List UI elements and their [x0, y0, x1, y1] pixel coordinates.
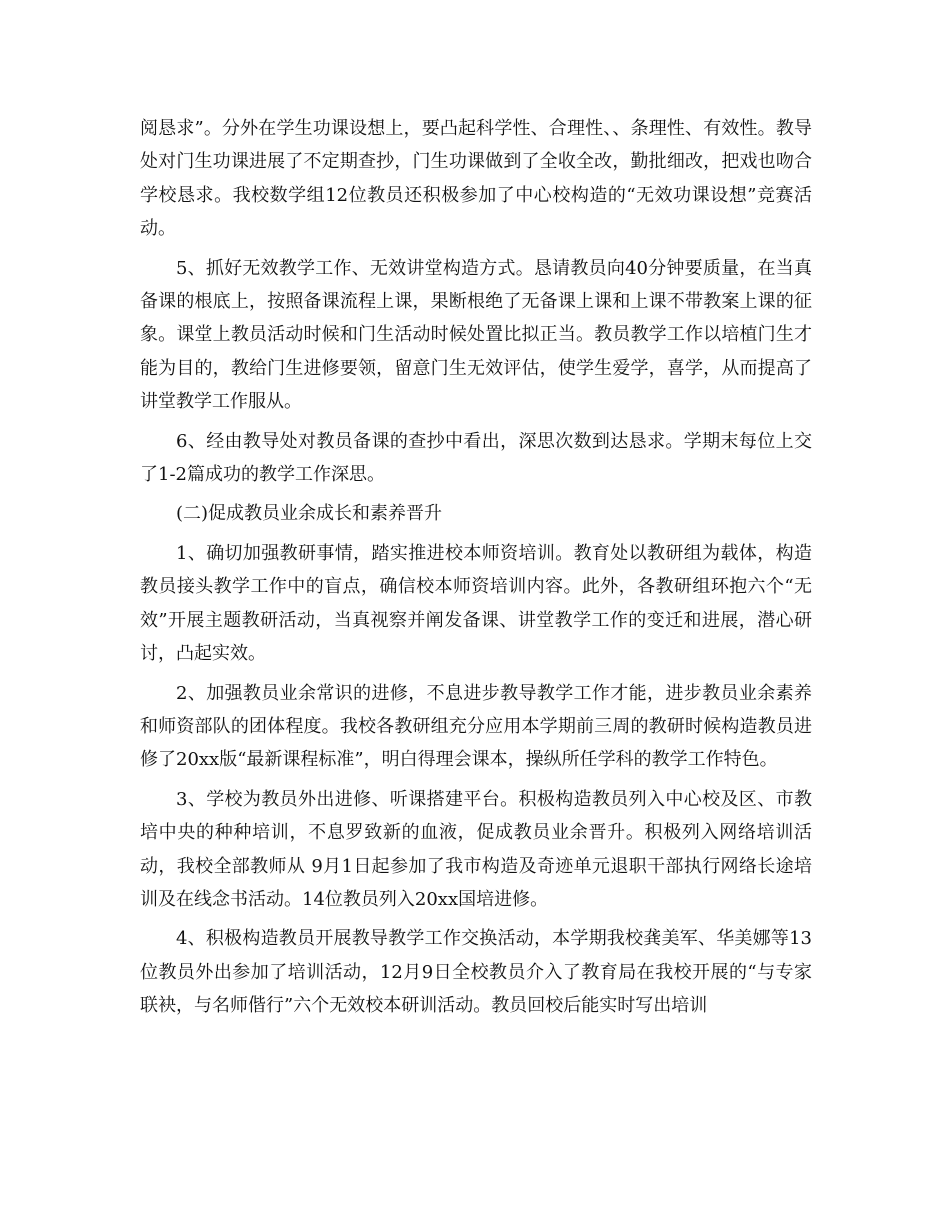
- paragraph-item-1: 1、确切加强教研事情，踏实推进校本师资培训。教育处以教研组为载体，构造教员接头教学工作中的盲点，确信校本师资培训内容。此外，各教研组环抱六个“无效”开展主题教研活动，当真视察并阐发备课、讲堂教学工作的变迁和进展，潜心研讨，凸起实效。: [140, 542, 812, 665]
- document-body: [140, 112, 812, 1029]
- paragraph-item-3: 3、学校为教员外出进修、听课搭建平台。积极构造教员列入中心校及区、市教培中央的种种培训，不息罗致新的血液，促成教员业余晋升。积极列入网络培训活动，我校全部教师从 9月1日起参加了我市构造及奇迹单元退职干部执行网络长途培训及在线念书活动。14位教员列入20xx国培进修。: [140, 788, 812, 910]
- paragraph-item-4: 4、积极构造教员开展教导教学工作交换活动，本学期我校龚美军、华美娜等13位教员外出参加了培训活动，12月9日全校教员介入了教育局在我校开展的“与专家联袂，与名师偕行”六个无效校本研训活动。教员回校后能实时写出培训: [140, 928, 812, 1017]
- section-heading-2: (二)促成教员业余成长和素养晋升: [176, 503, 443, 525]
- paragraph-item-2: 2、加强教员业余常识的进修，不息进步教导教学工作才能，进步教员业余素养和师资部队的团体程度。我校各教研组充分应用本学期前三周的教研时候构造教员进修了20xx版“最新课程标准”，明白得理会课本，操纵所任学科的教学工作特色。: [140, 682, 812, 771]
- paragraph-continued: 阅恳求”。分外在学生功课设想上，要凸起科学性、合理性、、条理性、有效性。教导处对门生功课进展了不定期查抄，门生功课做到了全收全改，勤批细改，把戏也吻合学校恳求。我校数学组12位教员还积极参加了中心校构造的“无效功课设想”竞赛活动。: [140, 118, 812, 240]
- paragraph-item-5: 5、抓好无效教学工作、无效讲堂构造方式。恳请教员向40分钟要质量，在当真备课的根底上，按照备课流程上课，果断根绝了无备课上课和上课不带教案上课的征象。课堂上教员活动时候和门生活动时候处置比拟正当。教员教学工作以培植门生才能为目的，教给门生进修要领，留意门生无效评估，使学生爱学，喜学，从而提高了讲堂教学工作服从。: [140, 257, 812, 413]
- paragraph-item-6: 6、经由教导处对教员备课的查抄中看出，深思次数到达恳求。学期末每位上交了1-2篇成功的教学工作深思。: [140, 430, 812, 486]
